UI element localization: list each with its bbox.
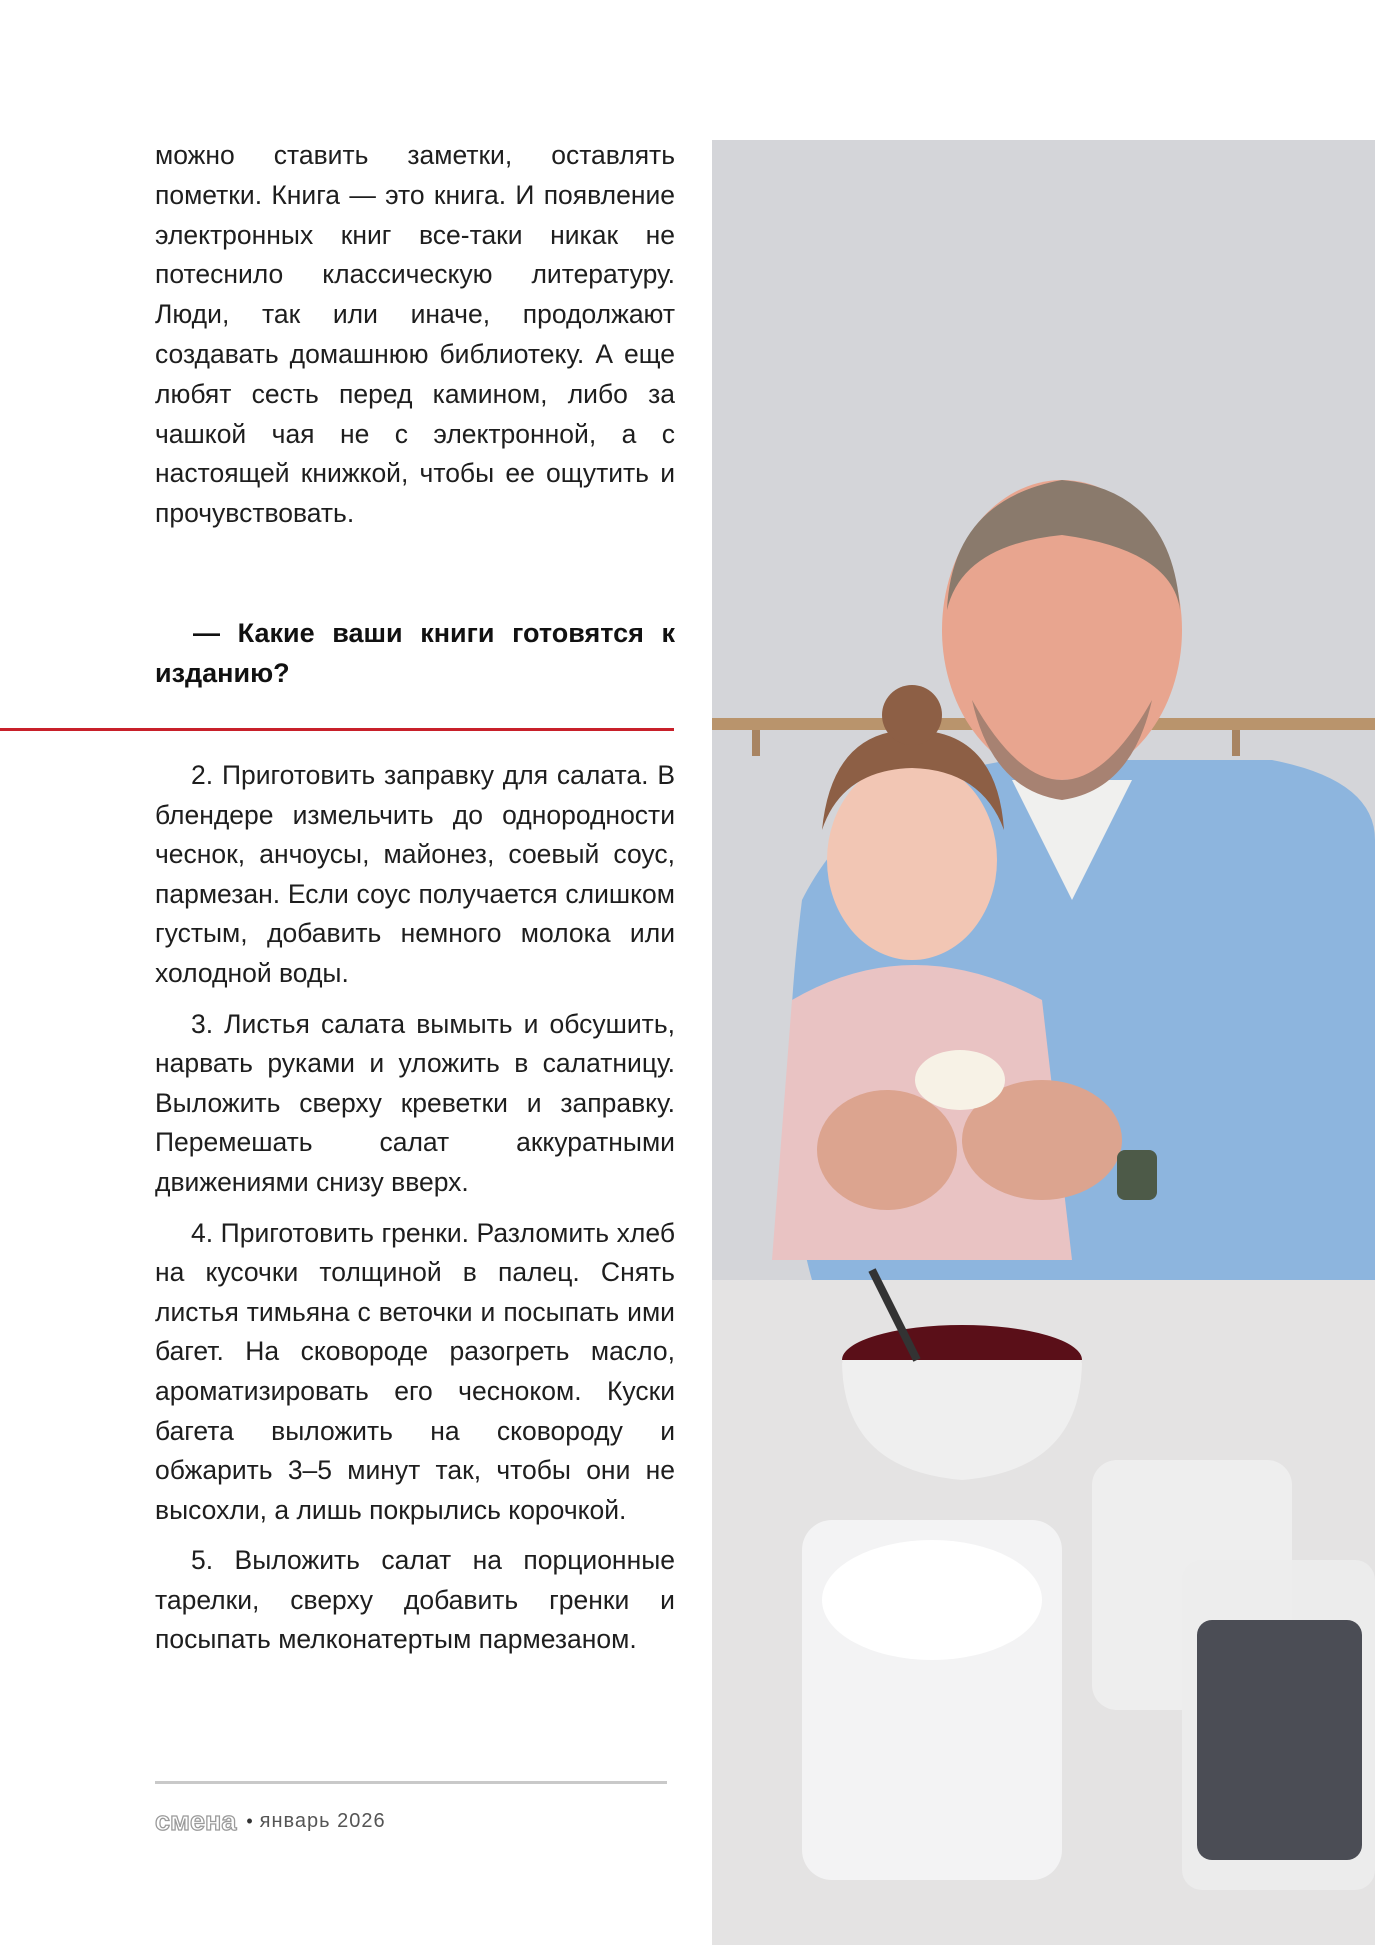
intro-text: можно ставить заметки, оставлять пометки. Книга — это книга. И появление электронных книг все-таки никак не потеснило классическую литературу. Люди, так или иначе, продолжают создавать домашнюю библиотеку. А еще любят сесть перед камином, либо за чашкой чая не с электронной, а с настоящей книжкой, чтобы ее ощутить и прочувствовать. — [155, 140, 675, 529]
issue-date: январь 2026 — [259, 1809, 386, 1832]
man-hand-left — [817, 1090, 957, 1210]
shelf-bracket — [752, 730, 760, 756]
page-footer — [155, 1806, 386, 1836]
girl-head — [827, 760, 997, 960]
kitchen-photo — [712, 140, 1375, 1945]
recipe-steps — [155, 756, 675, 1671]
recipe-step-3: 3. Листья салата вымыть и обсушить, нарвать руками и уложить в салатницу. Выложить сверху креветки и заправку. Перемешать салат аккуратными движениями снизу вверх. — [155, 1008, 675, 1197]
recipe-step-5: 5. Выложить салат на порционные тарелки, сверху добавить гренки и посыпать мелконатертым пармезаном. — [155, 1545, 675, 1655]
girl-hair-bun — [882, 685, 942, 745]
footer-divider — [155, 1781, 667, 1784]
interview-question: — Какие ваши книги готовятся к изданию? — [155, 618, 675, 688]
intro-paragraph — [155, 136, 675, 534]
poppy-seeds — [1197, 1620, 1362, 1860]
magazine-logo: смена — [155, 1805, 237, 1836]
footer-separator: • — [246, 1810, 254, 1831]
section-divider — [0, 728, 674, 731]
wristwatch — [1117, 1150, 1157, 1200]
recipe-step-2: 2. Приготовить заправку для салата. В блендере измельчить до однородности чеснок, анчоусы, майонез, соевый соус, пармезан. Если соус получается слишком густым, добавить немного молока или холодной воды. — [155, 760, 675, 988]
dumpling — [915, 1050, 1005, 1110]
shelf-bracket — [1232, 730, 1240, 756]
photo-illustration — [712, 140, 1375, 1945]
flour — [822, 1540, 1042, 1660]
recipe-step-4: 4. Приготовить гренки. Разломить хлеб на кусочки толщиной в палец. Снять листья тимьяна с веточки и посыпать ими багет. На сковороде разогреть масло, ароматизировать его чесноком. Куски багета выложить на сковороду и обжарить 3–5 минут так, чтобы они не высохли, а лишь покрылись корочкой. — [155, 1217, 675, 1525]
